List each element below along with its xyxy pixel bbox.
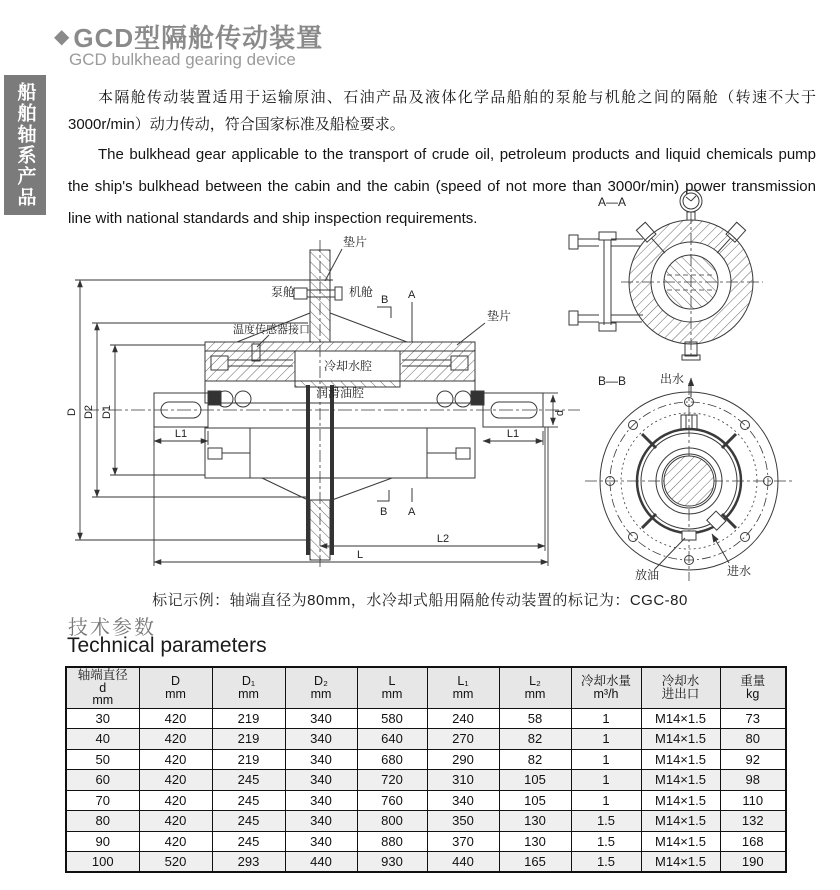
dim-L1-left-label: L1 xyxy=(174,428,188,440)
table-cell: 40 xyxy=(66,729,139,750)
table-cell: 680 xyxy=(357,749,427,770)
table-row xyxy=(66,790,786,811)
table-row xyxy=(66,811,786,832)
table-cell: 82 xyxy=(499,749,571,770)
table-cell: 340 xyxy=(285,811,357,832)
column-header: D₂ mm xyxy=(285,667,357,708)
dim-D-label: D xyxy=(66,408,78,416)
table-cell: M14×1.5 xyxy=(641,790,720,811)
table-cell: 219 xyxy=(212,749,285,770)
table-cell: 73 xyxy=(720,708,786,729)
table-cell: 880 xyxy=(357,831,427,852)
marking-example-caption: 标记示例：轴端直径为80mm，水冷却式船用隔舱传动装置的标记为：CGC-80 xyxy=(152,592,688,609)
table-cell: M14×1.5 xyxy=(641,729,720,750)
dim-D2-label: D2 xyxy=(83,404,95,420)
table-cell: 90 xyxy=(66,831,139,852)
column-header: 轴端直径 d mm xyxy=(66,667,139,708)
tech-params-heading-english: Technical parameters xyxy=(67,634,267,657)
table-cell: 1 xyxy=(571,790,641,811)
table-cell: 370 xyxy=(427,831,499,852)
table-cell: 100 xyxy=(66,852,139,873)
table-cell: M14×1.5 xyxy=(641,770,720,791)
table-cell: 219 xyxy=(212,729,285,750)
table-cell: M14×1.5 xyxy=(641,811,720,832)
table-cell: 760 xyxy=(357,790,427,811)
table-cell: 340 xyxy=(285,729,357,750)
table-cell: 340 xyxy=(285,708,357,729)
table-row xyxy=(66,770,786,791)
table-cell: 340 xyxy=(285,790,357,811)
dim-d-label: d xyxy=(554,409,566,417)
column-header: L₁ mm xyxy=(427,667,499,708)
table-cell: 240 xyxy=(427,708,499,729)
table-row xyxy=(66,852,786,873)
dim-D1-label: D1 xyxy=(101,404,113,420)
column-header: L mm xyxy=(357,667,427,708)
table-cell: 420 xyxy=(139,729,212,750)
table-cell: 110 xyxy=(720,790,786,811)
temp-sensor-label: 温度传感器接口 xyxy=(233,324,310,336)
oil-drain-label: 放油 xyxy=(635,568,660,582)
column-header: D mm xyxy=(139,667,212,708)
table-cell: 420 xyxy=(139,708,212,729)
table-cell: 520 xyxy=(139,852,212,873)
page-title-chinese: GCD型隔舱传动装置 xyxy=(73,23,324,53)
table-cell: 80 xyxy=(66,811,139,832)
section-b-bottom: B xyxy=(380,506,388,518)
section-b-top: B xyxy=(381,294,389,306)
table-cell: 930 xyxy=(357,852,427,873)
table-cell: 310 xyxy=(427,770,499,791)
view-bb-label: B—B xyxy=(598,374,627,388)
column-header: 冷却水 进出口 xyxy=(641,667,720,708)
table-cell: 130 xyxy=(499,831,571,852)
shim-top-label: 垫片 xyxy=(343,235,368,249)
table-cell: 440 xyxy=(427,852,499,873)
table-header-row xyxy=(66,667,786,708)
dim-L2-label: L2 xyxy=(436,533,450,545)
table-cell: 720 xyxy=(357,770,427,791)
table-cell: 580 xyxy=(357,708,427,729)
table-cell: 50 xyxy=(66,749,139,770)
table-cell: 92 xyxy=(720,749,786,770)
table-cell: 30 xyxy=(66,708,139,729)
dim-L-label: L xyxy=(356,549,364,561)
table-cell: 340 xyxy=(285,770,357,791)
column-header: 冷却水量 m³/h xyxy=(571,667,641,708)
table-cell: 290 xyxy=(427,749,499,770)
table-cell: 80 xyxy=(720,729,786,750)
oil-chamber-label: 润滑油腔 xyxy=(315,386,365,400)
table-cell: 340 xyxy=(285,749,357,770)
water-out-label: 出水 xyxy=(659,372,684,386)
table-cell: M14×1.5 xyxy=(641,852,720,873)
table-cell: M14×1.5 xyxy=(641,749,720,770)
water-in-label: 进水 xyxy=(727,564,752,578)
view-b-b xyxy=(585,374,795,581)
table-cell: 420 xyxy=(139,790,212,811)
table-cell: M14×1.5 xyxy=(641,831,720,852)
table-cell: 245 xyxy=(212,811,285,832)
view-a-a xyxy=(569,190,763,360)
table-cell: 1.5 xyxy=(571,852,641,873)
table-cell: M14×1.5 xyxy=(641,708,720,729)
table-row xyxy=(66,729,786,750)
table-cell: 132 xyxy=(720,811,786,832)
table-row xyxy=(66,831,786,852)
table-cell: 245 xyxy=(212,790,285,811)
table-cell: 270 xyxy=(427,729,499,750)
table-cell: 105 xyxy=(499,770,571,791)
table-cell: 70 xyxy=(66,790,139,811)
table-cell: 60 xyxy=(66,770,139,791)
table-cell: 245 xyxy=(212,770,285,791)
view-aa-label: A—A xyxy=(598,195,627,209)
section-a-top: A xyxy=(408,289,416,301)
intro-paragraph-chinese: 本隔舱传动装置适用于运输原油、石油产品及液体化学品船舶的泵舱与机舱之间的隔舱（转速不大于3000r/min）动力传动，符合国家标准及船检要求。 xyxy=(68,89,816,133)
table-row xyxy=(66,749,786,770)
table-cell: 293 xyxy=(212,852,285,873)
table-cell: 640 xyxy=(357,729,427,750)
section-a-bottom: A xyxy=(408,506,416,518)
engineering-drawing xyxy=(55,185,835,585)
side-tab-category: 船舶轴系产品 xyxy=(4,75,46,215)
table-cell: 1 xyxy=(571,708,641,729)
technical-parameters-table xyxy=(65,666,787,873)
table-cell: 440 xyxy=(285,852,357,873)
intro-paragraph-english: The bulkhead gear applicable to the transport of crude oil, petroleum products and liquid chemicals pump the ship's bulkhead between the cabin and the cabin (speed of not more than 3000r/min) power transmission line with national standards and ship inspection requirements. xyxy=(68,146,816,227)
tech-params-heading-chinese: 技术参数 xyxy=(68,617,156,639)
table-cell: 1 xyxy=(571,749,641,770)
shim-right-label: 垫片 xyxy=(487,309,512,323)
table-cell: 350 xyxy=(427,811,499,832)
column-header: L₂ mm xyxy=(499,667,571,708)
column-header: D₁ mm xyxy=(212,667,285,708)
table-cell: 340 xyxy=(427,790,499,811)
table-cell: 98 xyxy=(720,770,786,791)
table-cell: 190 xyxy=(720,852,786,873)
table-cell: 1.5 xyxy=(571,831,641,852)
table-cell: 219 xyxy=(212,708,285,729)
table-cell: 105 xyxy=(499,790,571,811)
pump-cabin-label: 泵舱 xyxy=(270,285,296,299)
table-cell: 82 xyxy=(499,729,571,750)
main-section-view xyxy=(85,240,580,567)
table-cell: 420 xyxy=(139,749,212,770)
table-cell: 420 xyxy=(139,770,212,791)
table-cell: 130 xyxy=(499,811,571,832)
table-cell: 58 xyxy=(499,708,571,729)
dim-L1-right-label: L1 xyxy=(506,428,520,440)
table-cell: 1 xyxy=(571,729,641,750)
engine-cabin-label: 机舱 xyxy=(348,285,374,299)
table-cell: 168 xyxy=(720,831,786,852)
cooling-chamber-label: 冷却水腔 xyxy=(323,359,373,373)
table-row xyxy=(66,708,786,729)
table-cell: 1 xyxy=(571,770,641,791)
table-cell: 800 xyxy=(357,811,427,832)
table-cell: 420 xyxy=(139,831,212,852)
table-cell: 165 xyxy=(499,852,571,873)
table-body xyxy=(66,708,786,872)
table-cell: 340 xyxy=(285,831,357,852)
table-cell: 245 xyxy=(212,831,285,852)
diamond-bullet-icon: ◆ xyxy=(54,26,71,48)
table-cell: 420 xyxy=(139,811,212,832)
column-header: 重量 kg xyxy=(720,667,786,708)
page-title-english: GCD bulkhead gearing device xyxy=(69,50,296,69)
table-cell: 1.5 xyxy=(571,811,641,832)
